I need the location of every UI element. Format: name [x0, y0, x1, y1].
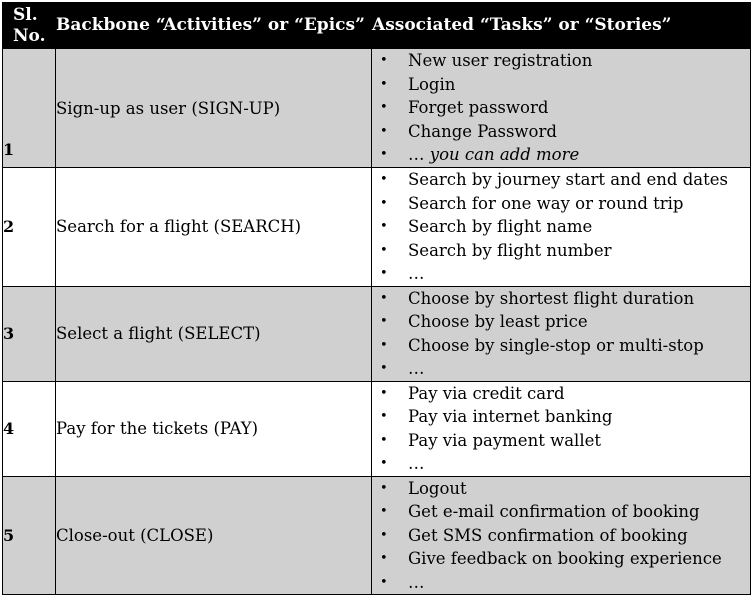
list-item — [372, 382, 750, 406]
serial-number: 2 — [3, 168, 56, 287]
table-row — [3, 381, 751, 476]
list-item — [372, 287, 750, 311]
task-text: Pay via payment wallet — [408, 430, 601, 450]
task-list — [372, 168, 750, 286]
task-text: … — [408, 145, 430, 165]
activity-cell: Close-out (CLOSE) — [56, 476, 372, 595]
table-row — [3, 476, 751, 595]
list-item — [372, 168, 750, 192]
activity-cell: Pay for the tickets (PAY) — [56, 381, 372, 476]
table-row — [3, 286, 751, 381]
bullet-icon: • — [380, 242, 388, 258]
task-text: Change Password — [408, 121, 557, 141]
list-item — [372, 524, 750, 548]
task-text: … — [408, 572, 425, 592]
bullet-icon: • — [380, 361, 388, 376]
bullet-icon: • — [380, 551, 388, 566]
list-item — [372, 120, 750, 144]
task-text: Search for one way or round trip — [408, 193, 684, 213]
bullet-icon: • — [380, 527, 388, 543]
list-item — [372, 310, 750, 334]
table-row — [3, 168, 751, 287]
task-text: Choose by least price — [408, 312, 588, 331]
list-item — [372, 49, 750, 73]
task-list — [372, 49, 750, 167]
list-item — [372, 143, 750, 167]
story-map-table — [2, 2, 751, 595]
serial-number: 5 — [3, 476, 56, 595]
task-text: Get SMS confirmation of booking — [408, 525, 688, 545]
list-item — [372, 477, 750, 501]
tasks-cell — [372, 168, 751, 287]
bullet-icon: • — [380, 504, 388, 519]
list-item — [372, 239, 750, 263]
bullet-icon: • — [380, 385, 388, 401]
list-item — [372, 500, 750, 524]
task-text: Search by journey start and end dates — [408, 170, 728, 189]
header-activities: Backbone “Activities” or “Epics” — [56, 3, 372, 49]
task-text: Choose by single-stop or multi-stop — [408, 335, 704, 355]
list-item — [372, 262, 750, 286]
task-text: Forget password — [408, 98, 549, 118]
task-list — [372, 382, 750, 476]
bullet-icon: • — [380, 219, 388, 234]
serial-number: 4 — [3, 381, 56, 476]
task-text: Pay via credit card — [408, 383, 565, 403]
bullet-icon: • — [380, 409, 388, 424]
list-item — [372, 96, 750, 120]
bullet-icon: • — [380, 123, 388, 139]
activity-cell: Sign-up as user (SIGN-UP) — [56, 49, 372, 168]
tasks-cell — [372, 49, 751, 168]
task-text: … — [408, 264, 425, 283]
bullet-icon: • — [380, 76, 388, 92]
task-list — [372, 287, 750, 381]
task-text: Search by flight name — [408, 217, 593, 236]
task-text: Give feedback on booking experience — [408, 549, 722, 568]
list-item — [372, 192, 750, 216]
bullet-icon: • — [380, 432, 388, 448]
task-text: Pay via internet banking — [408, 407, 613, 426]
task-text: Login — [408, 74, 456, 94]
tasks-cell — [372, 286, 751, 381]
task-text: Get e-mail confirmation of booking — [408, 502, 700, 521]
task-text-italic: you can add more — [429, 145, 580, 165]
task-text: New user registration — [408, 51, 593, 71]
tasks-cell — [372, 476, 751, 595]
bullet-icon: • — [380, 147, 388, 163]
serial-number: 1 — [3, 49, 56, 168]
task-text: Logout — [408, 478, 467, 498]
bullet-icon: • — [380, 266, 388, 281]
list-item — [372, 357, 750, 381]
task-list — [372, 477, 750, 595]
list-item — [372, 215, 750, 239]
header-tasks: Associated “Tasks” or “Stories” — [372, 3, 751, 49]
bullet-icon: • — [380, 314, 388, 329]
list-item — [372, 405, 750, 429]
bullet-icon: • — [380, 290, 388, 306]
header-sl-no: Sl. No. — [3, 3, 56, 49]
list-item — [372, 547, 750, 571]
task-text: … — [408, 359, 425, 378]
bullet-icon: • — [380, 100, 388, 116]
task-text: Choose by shortest flight duration — [408, 288, 695, 308]
task-text: Search by flight number — [408, 240, 612, 260]
bullet-icon: • — [380, 574, 388, 590]
list-item — [372, 571, 750, 595]
bullet-icon: • — [380, 195, 388, 211]
task-text: … — [408, 454, 425, 473]
bullet-icon: • — [380, 456, 388, 471]
header-row — [3, 3, 751, 49]
bullet-icon: • — [380, 480, 388, 496]
tasks-cell — [372, 381, 751, 476]
list-item — [372, 73, 750, 97]
activity-cell: Select a flight (SELECT) — [56, 286, 372, 381]
bullet-icon: • — [380, 53, 388, 69]
list-item — [372, 452, 750, 476]
activity-cell: Search for a flight (SEARCH) — [56, 168, 372, 287]
table-row — [3, 49, 751, 168]
list-item — [372, 334, 750, 358]
bullet-icon: • — [380, 172, 388, 187]
list-item — [372, 429, 750, 453]
bullet-icon: • — [380, 337, 388, 353]
serial-number: 3 — [3, 286, 56, 381]
